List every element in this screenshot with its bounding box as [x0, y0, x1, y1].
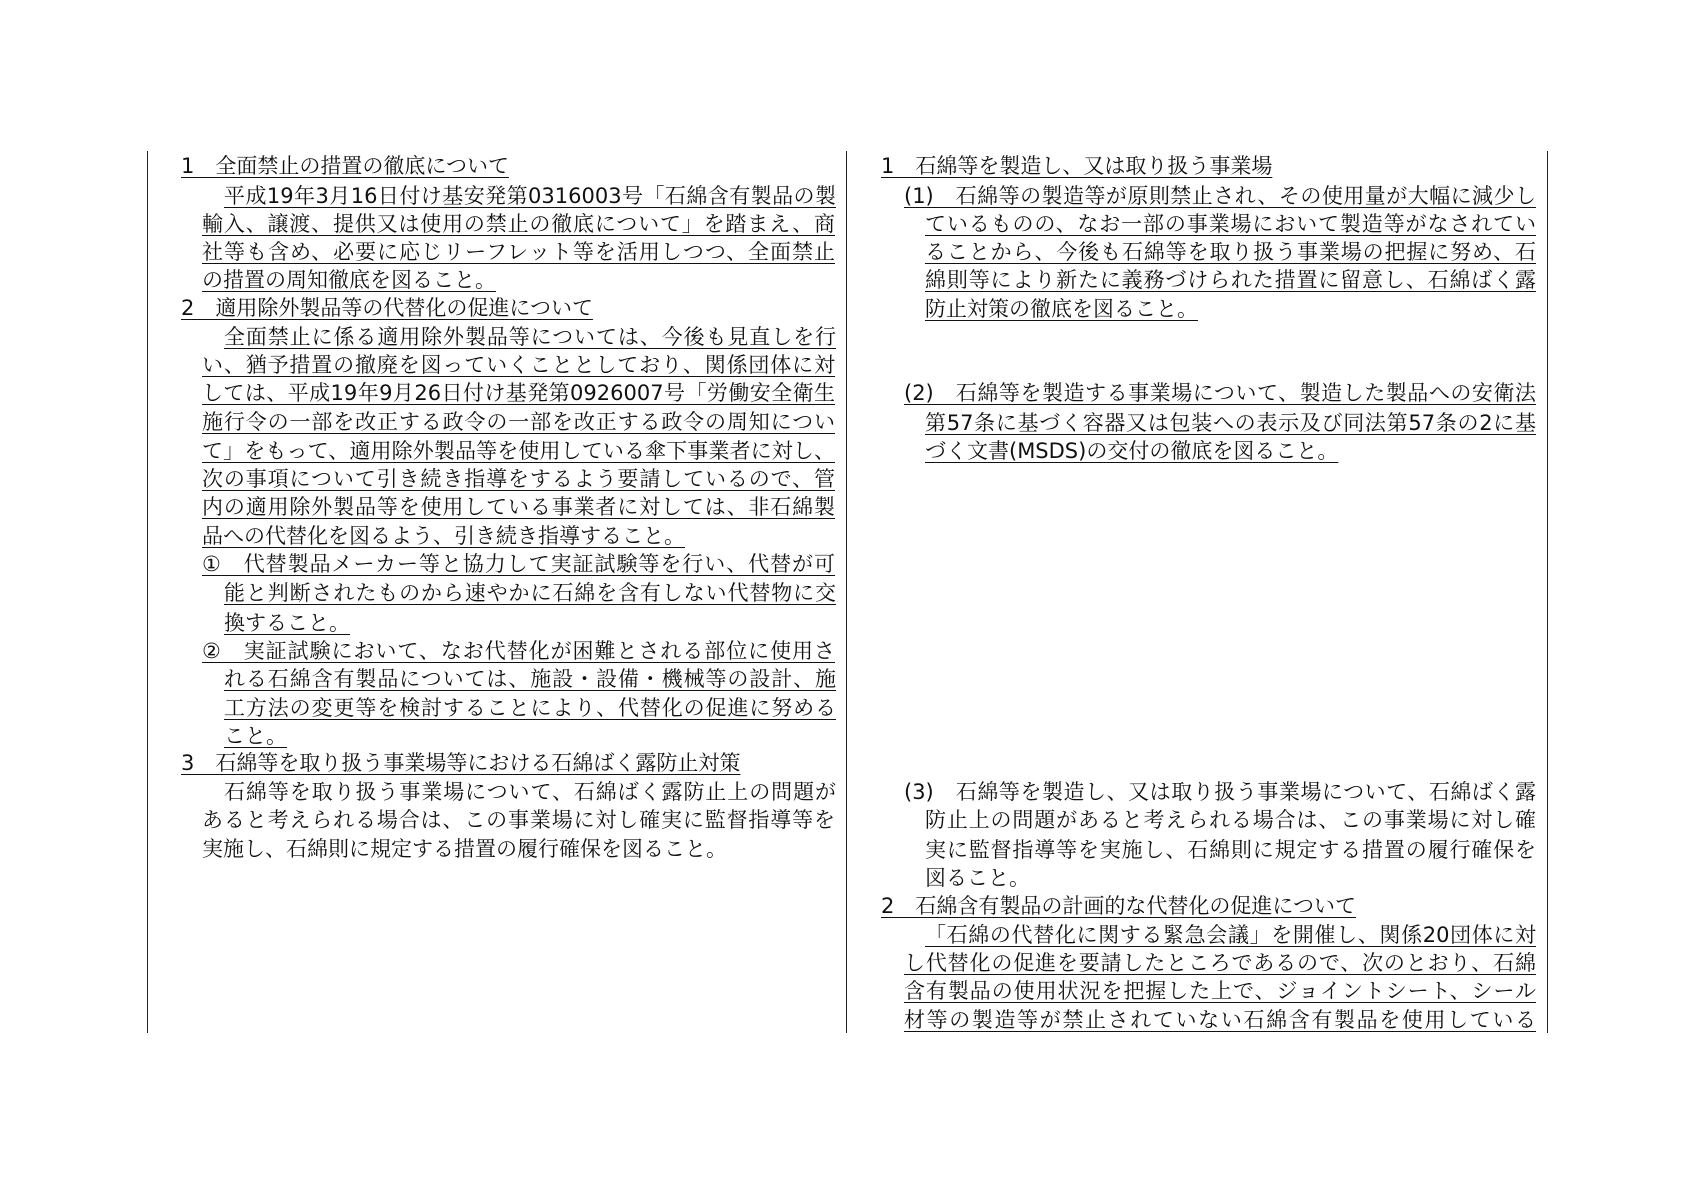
paragraph-line: 石綿等を取り扱う事業場について、石綿ばく露防止上の問題が [224, 780, 836, 804]
list-item-line: 工方法の変更等を検討することにより、代替化の促進に努める [224, 696, 836, 720]
list-item-line: 能と判断されたものから速やかに石綿を含有しない代替物に交 [224, 581, 836, 605]
paragraph-line: 次の事項について引き続き指導をするよう要請しているので、管 [202, 467, 835, 491]
left-border [147, 151, 148, 1033]
list-item-line: れる石綿含有製品については、施設・設備・機械等の設計、施 [224, 667, 836, 691]
paragraph-line: 施行令の一部を改正する政令の一部を改正する政令の周知につい [202, 410, 835, 434]
list-item-line: (1) 石綿等の製造等が原則禁止され、その使用量が大幅に減少し [904, 184, 1536, 208]
paragraph-line: 品への代替化を図るよう、引き続き指導すること。 [202, 524, 685, 548]
section-heading: 1 全面禁止の措置の徹底について [181, 154, 509, 178]
paragraph-line: 平成19年3月16日付け基安発第0316003号「石綿含有製品の製 [224, 184, 836, 208]
list-item-line: 第57条に基づく容器又は包装への表示及び同法第57条の2に基 [925, 411, 1536, 435]
list-item-line: (2) 石綿等を製造する事業場について、製造した製品への安衛法 [904, 381, 1536, 405]
section-heading: 1 石綿等を製造し、又は取り扱う事業場 [881, 154, 1273, 178]
list-item-line: づく文書(MSDS)の交付の徹底を図ること。 [925, 439, 1339, 463]
paragraph-line: し代替化の促進を要請したところであるので、次のとおり、石綿 [904, 951, 1536, 975]
paragraph-line: い、猶予措置の撤廃を図っていくこととしており、関係団体に対 [202, 353, 835, 377]
list-item-line: 防止上の問題があると考えられる場合は、この事業場に対し確 [925, 808, 1536, 832]
list-item-line: ることから、今後も石綿等を取り扱う事業場の把握に努め、石 [925, 240, 1536, 264]
right-border [1547, 151, 1548, 1033]
column-divider [846, 151, 847, 1033]
paragraph-line: 材等の製造等が禁止されていない石綿含有製品を使用している [904, 1008, 1536, 1032]
paragraph-line: 全面禁止に係る適用除外製品等については、今後も見直しを行 [224, 325, 836, 349]
paragraph-line: 社等も含め、必要に応じリーフレット等を活用しつつ、全面禁止 [202, 240, 835, 264]
list-item-line: ① 代替製品メーカー等と協力して実証試験等を行い、代替が可 [202, 552, 835, 576]
list-item-line: 実に監督指導等を実施し、石綿則に規定する措置の履行確保を [925, 838, 1536, 862]
paragraph-line: あると考えられる場合は、この事業場に対し確実に監督指導等を [202, 808, 835, 832]
section-heading: 2 石綿含有製品の計画的な代替化の促進について [881, 894, 1356, 918]
list-item-line: 図ること。 [925, 866, 1030, 890]
paragraph-line: 輸入、譲渡、提供又は使用の禁止の徹底について」を踏まえ、商 [202, 212, 835, 236]
list-item-line: ② 実証試験において、なお代替化が困難とされる部位に使用さ [202, 639, 835, 663]
paragraph-line: 実施し、石綿則に規定する措置の履行確保を図ること。 [202, 837, 727, 861]
section-heading: 3 石綿等を取り扱う事業場等における石綿ばく露防止対策 [181, 751, 741, 775]
paragraph-line: て」をもって、適用除外製品等を使用している傘下事業者に対し、 [202, 439, 835, 463]
paragraph-line: 含有製品の使用状況を把握した上で、ジョイントシート、シール [904, 979, 1536, 1003]
paragraph-line: の措置の周知徹底を図ること。 [202, 268, 496, 292]
list-item-line: (3) 石綿等を製造し、又は取り扱う事業場について、石綿ばく露 [904, 780, 1536, 804]
section-heading: 2 適用除外製品等の代替化の促進について [181, 296, 593, 320]
list-item-line: 換すること。 [224, 611, 350, 635]
list-item-line: こと。 [224, 724, 287, 748]
list-item-line: 防止対策の徹底を図ること。 [925, 297, 1198, 321]
paragraph-line: しては、平成19年9月26日付け基発第0926007号「労働安全衛生 [202, 381, 835, 405]
list-item-line: 綿則等により新たに義務づけられた措置に留意し、石綿ばく露 [925, 268, 1536, 292]
paragraph-line: 「石綿の代替化に関する緊急会議」を開催し、関係20団体に対 [925, 923, 1536, 947]
paragraph-line: 内の適用除外製品等を使用している事業者に対しては、非石綿製 [202, 495, 835, 519]
list-item-line: ているものの、なお一部の事業場において製造等がなされてい [925, 212, 1536, 236]
